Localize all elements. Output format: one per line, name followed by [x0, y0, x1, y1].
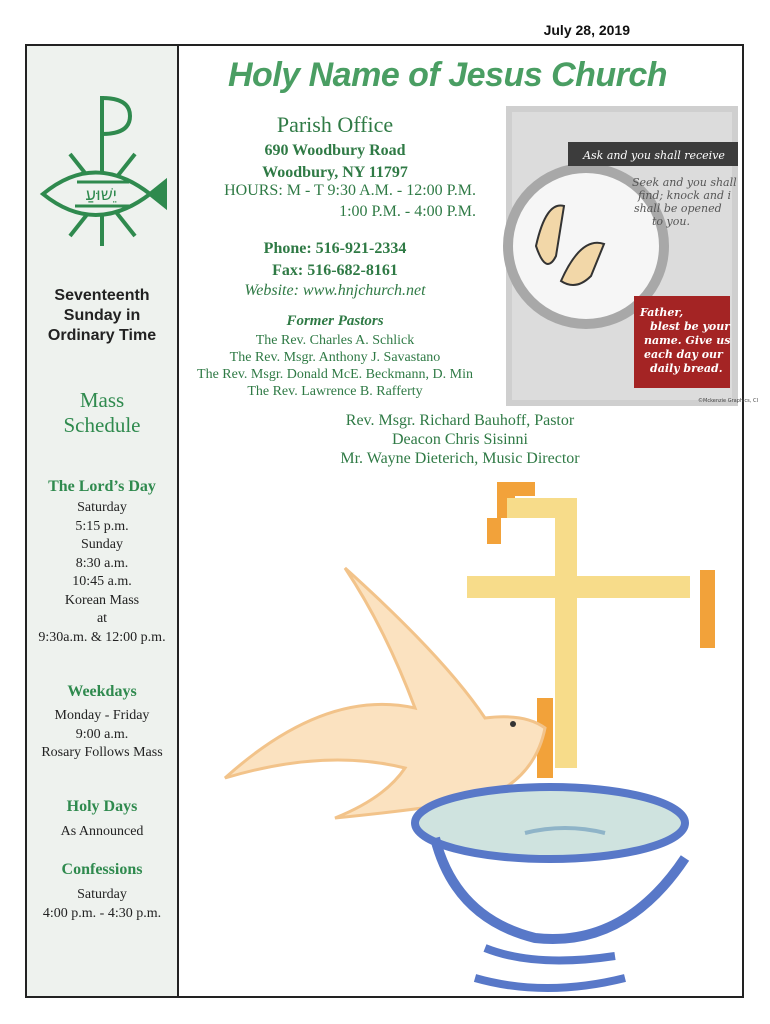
prayer-line: each day our	[644, 348, 723, 361]
card-line-ask: Ask and you shall receive	[583, 149, 725, 162]
schedule-line: Rosary Follows Mass	[41, 745, 163, 760]
former-pastors-heading: Former Pastors	[286, 313, 384, 329]
schedule-line: 9:30a.m. & 12:00 p.m.	[38, 629, 166, 645]
schedule-line: 10:45 a.m.	[72, 574, 132, 589]
card-seek-line: to you.	[652, 215, 690, 228]
mass-title-line: Mass	[79, 388, 125, 412]
sunday-title	[27, 286, 177, 346]
schedule-line: As Announced	[60, 824, 144, 839]
website-link[interactable]: Website: www.hnjchurch.net	[244, 282, 426, 299]
lords-day-heading: The Lord’s Day	[48, 478, 156, 495]
parish-staff	[320, 411, 600, 468]
church-title: Holy Name of Jesus Church	[228, 56, 668, 94]
chi-rho-fish-logo	[35, 86, 170, 256]
schedule-line: Saturday	[77, 887, 127, 902]
prayer-line: name. Give us	[644, 334, 731, 347]
weekdays-heading: Weekdays	[67, 683, 137, 700]
staff-member: Mr. Wayne Dieterich, Music Director	[340, 450, 580, 467]
former-pastors-list	[180, 332, 490, 400]
hours-line: 1:00 P.M. - 4:00 P.M.	[339, 203, 476, 220]
phone-number: Phone: 516-921-2334	[263, 240, 407, 257]
logo-hebrew-text: יֵשׁוּעַ	[85, 185, 117, 205]
staff-member: Deacon Chris Sisinni	[392, 431, 528, 448]
sunday-title-line: Seventeenth	[54, 287, 150, 304]
mass-schedule-title	[27, 388, 177, 438]
schedule-line: Saturday	[77, 500, 127, 515]
mass-title-line: Schedule	[63, 413, 141, 437]
confessions-heading: Confessions	[61, 861, 143, 878]
prayer-card-illustration	[506, 106, 758, 406]
former-pastor: The Rev. Msgr. Donald McE. Beckmann, D. Min	[197, 367, 473, 382]
contact-numbers	[180, 238, 490, 282]
former-pastor: The Rev. Charles A. Schlick	[255, 333, 415, 348]
hours-line: HOURS: M - T 9:30 A.M. - 12:00 P.M.	[224, 182, 476, 199]
parish-address	[180, 140, 490, 184]
sunday-title-line: Ordinary Time	[47, 327, 157, 344]
holy-days-times	[27, 823, 177, 842]
prayer-line: Father,	[640, 306, 684, 319]
schedule-line: 8:30 a.m.	[75, 555, 129, 571]
card-seek-line: find; knock and i	[638, 189, 732, 202]
sidebar	[25, 44, 179, 998]
address-line: 690 Woodbury Road	[264, 142, 406, 159]
staff-member: Rev. Msgr. Richard Bauhoff, Pastor	[345, 412, 575, 429]
parish-office-heading: Parish Office	[276, 112, 394, 137]
schedule-line: 4:00 p.m. - 4:30 p.m.	[42, 905, 162, 921]
prayer-line: blest be your	[650, 320, 731, 333]
address-line: Woodbury, NY 11797	[262, 164, 408, 181]
card-seek-line: shall be opened	[634, 202, 722, 215]
schedule-line: 9:00 a.m.	[75, 726, 129, 742]
prayer-line: daily bread.	[650, 362, 723, 375]
former-pastor: The Rev. Lawrence B. Rafferty	[247, 384, 423, 399]
holy-days-heading: Holy Days	[66, 798, 138, 815]
bulletin-date: July 28, 2019	[543, 22, 630, 38]
weekdays-times	[27, 707, 177, 763]
schedule-line: Monday - Friday	[54, 708, 150, 723]
card-credit: ©Mckenzie Graphics, CI	[698, 398, 758, 404]
schedule-line: at	[96, 611, 108, 626]
fax-number: Fax: 516-682-8161	[272, 262, 398, 279]
office-hours	[196, 180, 476, 222]
dove-cross-font-illustration	[205, 478, 725, 996]
sunday-title-line: Sunday in	[63, 307, 141, 324]
former-pastor: The Rev. Msgr. Anthony J. Savastano	[229, 350, 441, 365]
confessions-times	[27, 886, 177, 923]
schedule-line: Sunday	[81, 537, 123, 552]
lords-day-times	[27, 499, 177, 647]
schedule-line: 5:15 p.m.	[75, 518, 129, 534]
card-seek-line: Seek and you shall	[632, 176, 737, 189]
schedule-line: Korean Mass	[64, 592, 140, 608]
